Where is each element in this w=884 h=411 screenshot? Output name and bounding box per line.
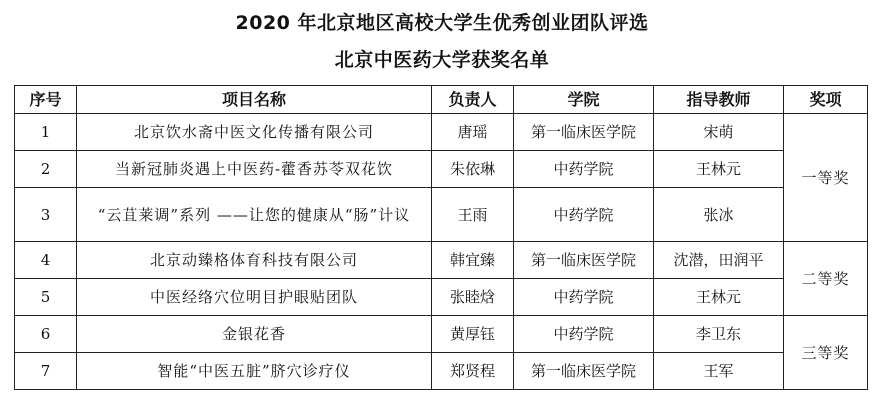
cell-leader: 韩宜臻: [432, 242, 514, 279]
cell-award-third: 三等奖: [784, 316, 868, 390]
cell-college: 中药学院: [514, 151, 654, 188]
table-header-row: [15, 86, 868, 114]
cell-award-second: 二等奖: [784, 242, 868, 316]
cell-leader: 王雨: [432, 188, 514, 242]
cell-advisor: 王军: [654, 353, 784, 390]
cell-no: 2: [15, 151, 77, 188]
cell-college: 中药学院: [514, 316, 654, 353]
cell-advisor: 张冰: [654, 188, 784, 242]
document-title: 2020 年北京地区高校大学生优秀创业团队评选: [235, 12, 649, 34]
table-row: [15, 242, 868, 279]
cell-no: 5: [15, 279, 77, 316]
cell-college: 中药学院: [514, 188, 654, 242]
cell-project: 北京动臻格体育科技有限公司: [77, 242, 432, 279]
cell-project: 金银花香: [77, 316, 432, 353]
table-row: [15, 188, 868, 242]
cell-leader: 唐瑶: [432, 114, 514, 151]
cell-advisor: 王林元: [654, 151, 784, 188]
cell-award-first: 一等奖: [784, 114, 868, 242]
cell-college: 第一临床医学院: [514, 242, 654, 279]
cell-project: “云苴莱调”系列 ——让您的健康从“肠”计议: [77, 188, 432, 242]
award-table: [14, 85, 868, 390]
cell-project: 北京饮水斋中医文化传播有限公司: [77, 114, 432, 151]
cell-no: 3: [15, 188, 77, 242]
cell-leader: 黄厚钰: [432, 316, 514, 353]
table-row: [15, 114, 868, 151]
cell-project: 当新冠肺炎遇上中医药-藿香苏苓双花饮: [77, 151, 432, 188]
header-college: 学院: [514, 86, 654, 114]
table-row: [15, 316, 868, 353]
cell-project: 中医经络穴位明目护眼贴团队: [77, 279, 432, 316]
cell-college: 中药学院: [514, 279, 654, 316]
cell-college: 第一临床医学院: [514, 353, 654, 390]
document-subtitle: 北京中医药大学获奖名单: [334, 49, 550, 71]
cell-advisor: 王林元: [654, 279, 784, 316]
cell-project: 智能“中医五脏”脐穴诊疗仪: [77, 353, 432, 390]
header-no: 序号: [15, 86, 77, 114]
table-row: [15, 279, 868, 316]
cell-advisor: 李卫东: [654, 316, 784, 353]
cell-college: 第一临床医学院: [514, 114, 654, 151]
cell-leader: 张睦焓: [432, 279, 514, 316]
header-award: 奖项: [784, 86, 868, 114]
header-leader: 负责人: [432, 86, 514, 114]
table-row: [15, 353, 868, 390]
header-project: 项目名称: [77, 86, 432, 114]
header-advisor: 指导教师: [654, 86, 784, 114]
cell-advisor: 宋萌: [654, 114, 784, 151]
table-row: [15, 151, 868, 188]
cell-no: 4: [15, 242, 77, 279]
cell-no: 1: [15, 114, 77, 151]
cell-no: 6: [15, 316, 77, 353]
cell-leader: 朱依琳: [432, 151, 514, 188]
cell-advisor: 沈潜，田润平: [654, 242, 784, 279]
cell-leader: 郑贤程: [432, 353, 514, 390]
cell-no: 7: [15, 353, 77, 390]
